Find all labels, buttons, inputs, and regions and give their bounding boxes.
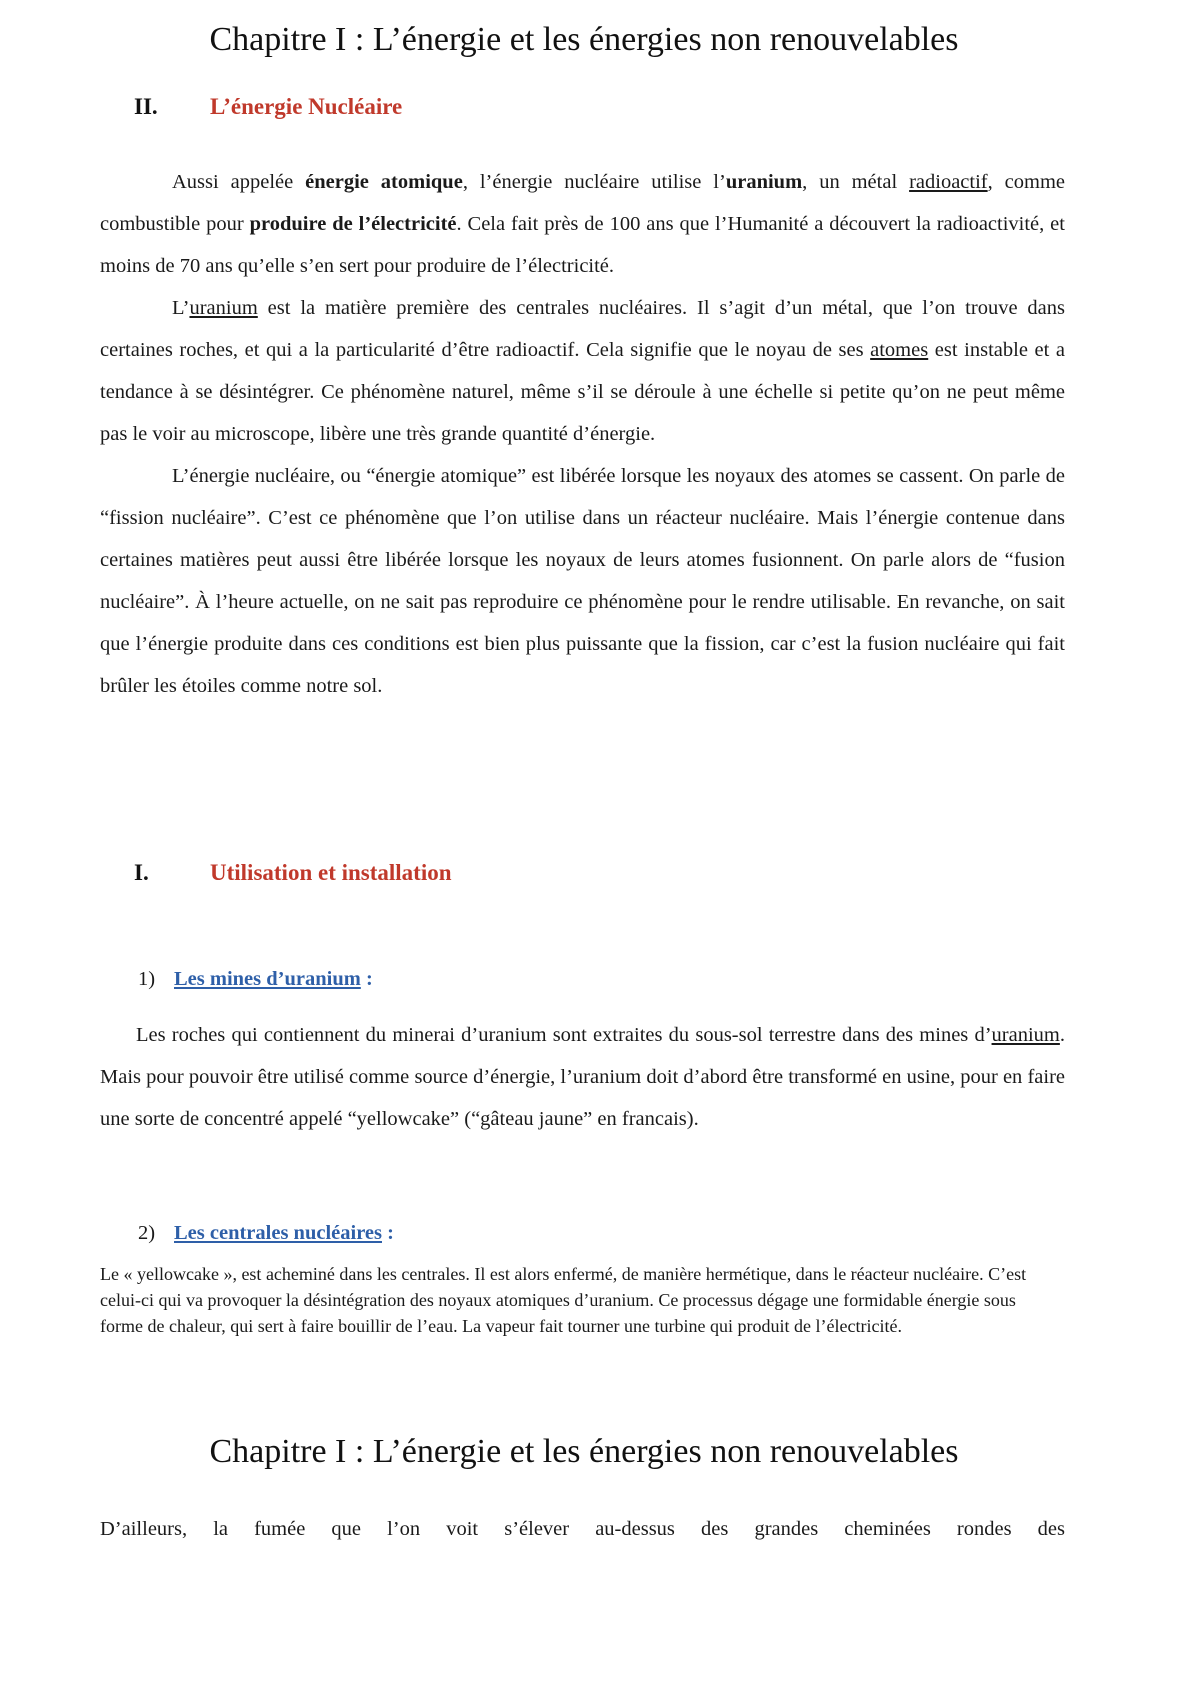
- section-number: I.: [134, 860, 149, 885]
- chapter-title-page2: Chapitre I : L’énergie et les énergies non renouvelables: [209, 1433, 959, 1470]
- centrales-body: [100, 1261, 1060, 1339]
- section-number: II.: [134, 94, 158, 119]
- subheading-number: 2): [138, 1222, 156, 1244]
- paragraph-fission-fusion: L’énergie nucléaire, ou “énergie atomique” est libérée lorsque les noyaux des atomes se cassent. On parle de “fission nucléaire”. C’est ce phénomène que l’on utilise dans un réacteur nucléaire. Mais l’énergie contenue dans certaines matières peut aussi être libérée lorsque les noyaux de leurs atomes fusionnent. On parle alors de “fusion nucléaire”. À l’heure actuelle, on ne sait pas reproduire ce phénomène pour le rendre utilisable. En revanche, on sait que l’énergie produite dans ces conditions est bien plus puissante que la fission, car c’est la fusion nucléaire qui fait brûler les étoiles comme notre sol.: [100, 465, 1065, 697]
- nuclear-body: [100, 161, 1065, 707]
- page2-body: [100, 1508, 1065, 1550]
- paragraph-centrales: Le « yellowcake », est acheminé dans les centrales. Il est alors enfermé, de manière hermétique, dans le réacteur nucléaire. C’est celui-ci qui va provoquer la désintégration des noyaux atomiques d’uranium. Ce processus dégage une formidable énergie sous forme de chaleur, qui sert à faire bouillir de l’eau. La vapeur fait tourner une turbine qui produit de l’électricité.: [100, 1264, 1027, 1336]
- paragraph-mines: Les roches qui contiennent du minerai d’uranium sont extraites du sous-sol terrestre dans des mines d’uranium. Mais pour pouvoir être utilisé comme source d’énergie, l’uranium doit d’abord être transformé en usine, pour en faire une sorte de concentré appelé “yellowcake” (“gâteau jaune” en francais).: [100, 1024, 1065, 1130]
- subheading-mines: 1) Les mines d’uranium :: [138, 964, 373, 994]
- subheading-centrales: 2) Les centrales nucléaires :: [138, 1218, 394, 1248]
- paragraph-uranium: L’uranium est la matière première des centrales nucléaires. Il s’agit d’un métal, que l’on trouve dans certaines roches, et qui a la particularité d’être radioactif. Cela signifie que le noyau de ses atomes est instable et a tendance à se désintégrer. Ce phénomène naturel, même s’il se déroule à une échelle si petite qu’on ne peut même pas le voir au microscope, libère une très grande quantité d’énergie.: [100, 297, 1065, 445]
- subheading-number: 1): [138, 968, 156, 990]
- subheading-link-mines[interactable]: Les mines d’uranium: [174, 968, 361, 990]
- mines-body: [100, 1014, 1065, 1140]
- section-title: Utilisation et installation: [210, 860, 452, 885]
- section-heading-nuclear: [134, 92, 402, 122]
- chapter-title: Chapitre I : L’énergie et les énergies non renouvelables: [209, 21, 959, 58]
- section-title: L’énergie Nucléaire: [210, 94, 403, 119]
- paragraph-nuclear-intro: Aussi appelée énergie atomique, l’énergie nucléaire utilise l’uranium, un métal radioactif, comme combustible pour produire de l’électricité. Cela fait près de 100 ans que l’Humanité a découvert la radioactivité, et moins de 70 ans qu’elle s’en sert pour produire de l’électricité.: [100, 171, 1066, 277]
- subheading-link-centrales[interactable]: Les centrales nucléaires: [174, 1222, 382, 1244]
- paragraph-fumee: D’ailleurs, la fumée que l’on voit s’élever au-dessus des grandes cheminées rondes des: [100, 1518, 1065, 1540]
- section-heading-usage: [134, 858, 452, 888]
